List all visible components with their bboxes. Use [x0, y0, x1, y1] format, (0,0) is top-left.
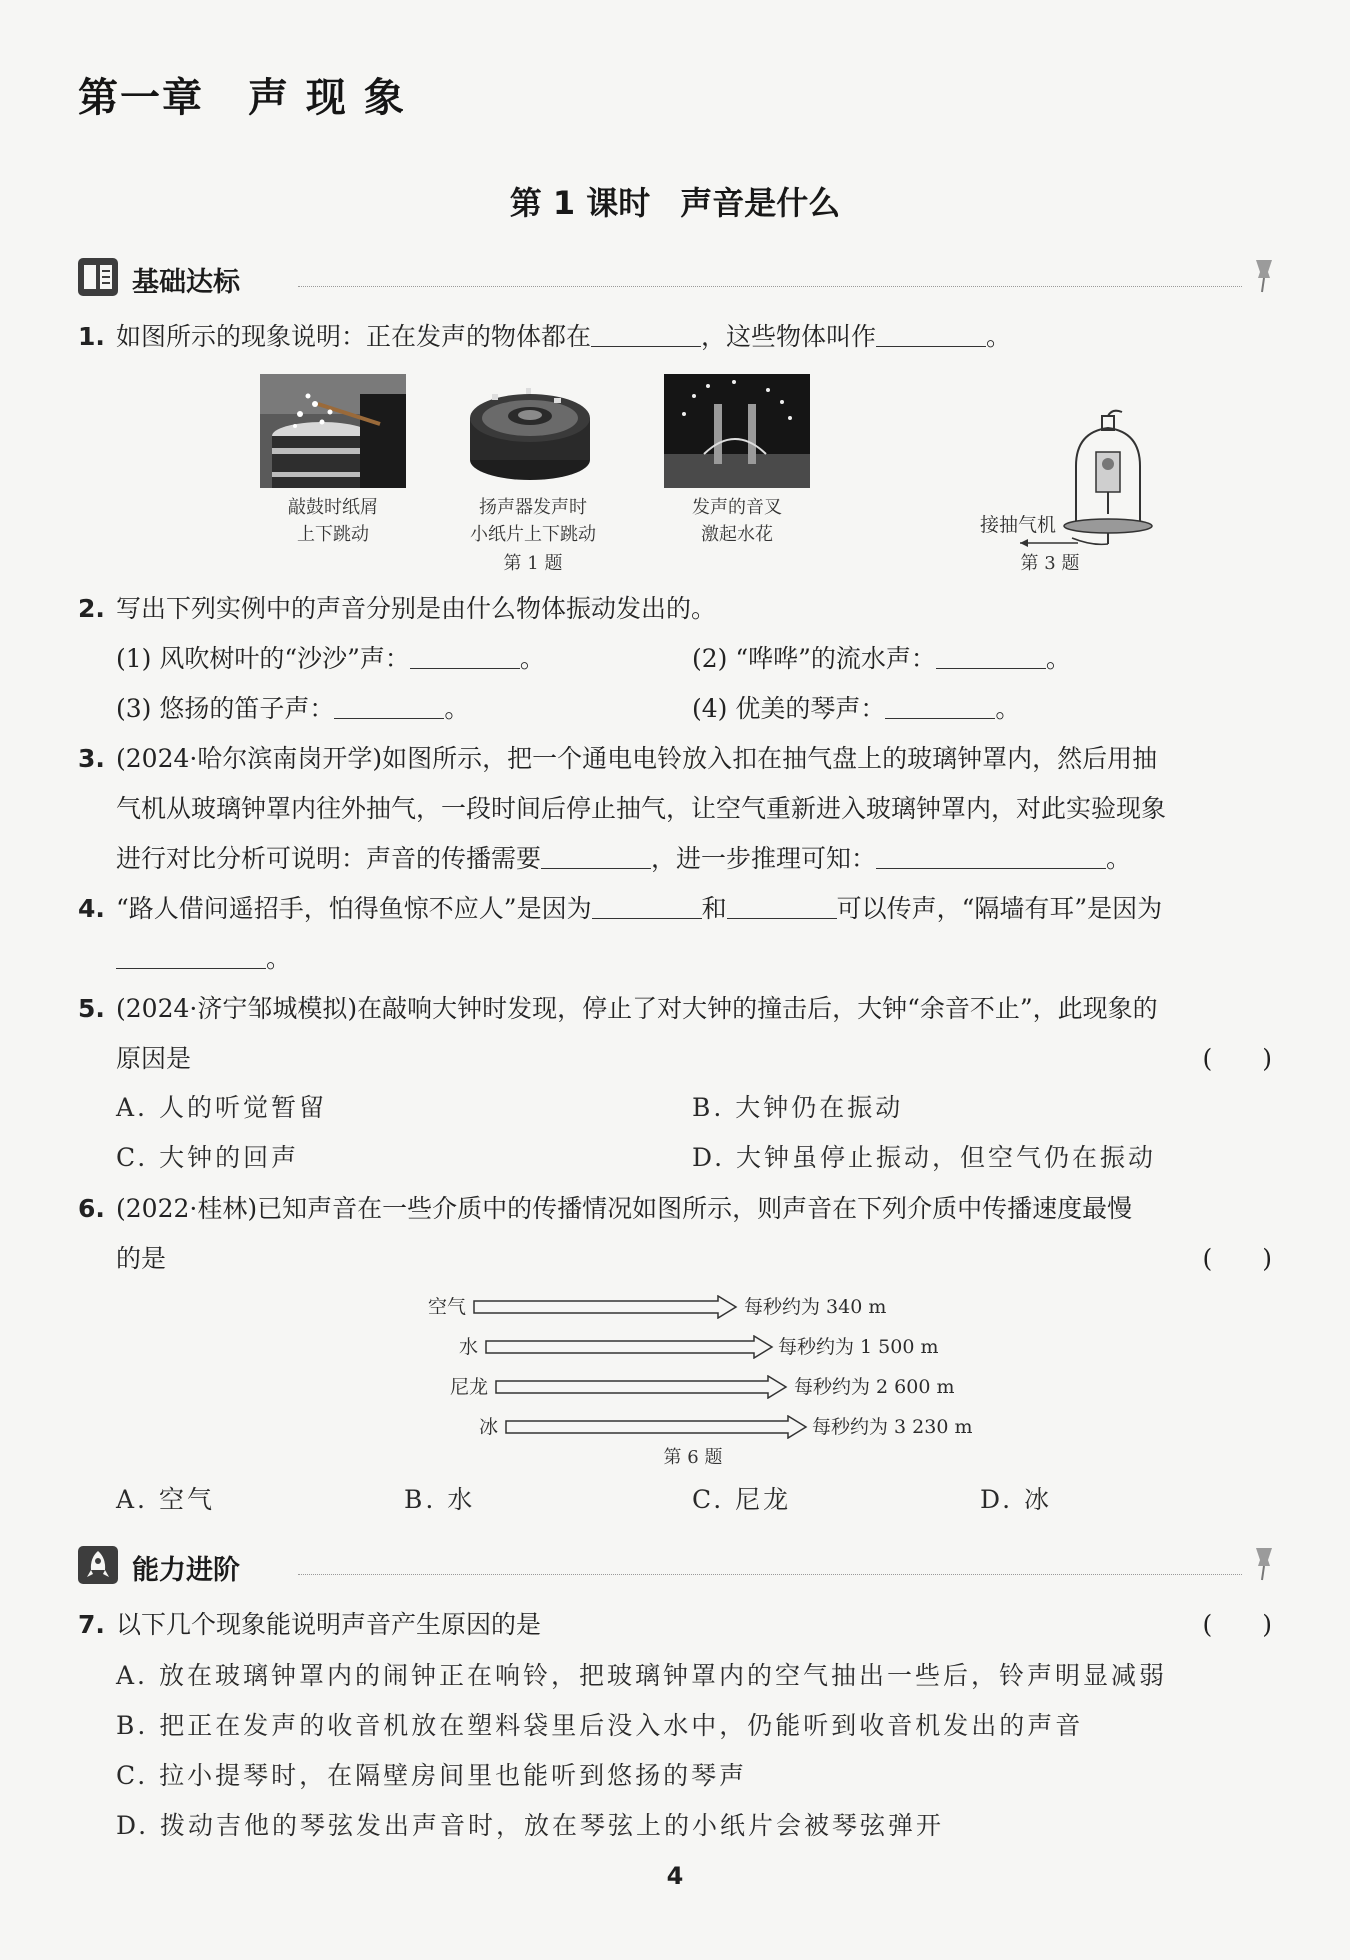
bell-jar-diagram: [1052, 408, 1164, 548]
question-1: 1. 如图所示的现象说明：正在发声的物体都在 ，这些物体叫作 。: [78, 312, 1011, 362]
medium-label: 水: [458, 1336, 478, 1358]
speed-label: 每秒约为 340 m: [744, 1296, 887, 1318]
section-header-basic: [78, 256, 1278, 300]
answer-blank[interactable]: [410, 641, 520, 669]
answer-blank[interactable]: [592, 891, 702, 919]
speaker-photo: [462, 374, 598, 486]
question-3-line-3: 进行对比分析可说明：声音的传播需要 ，进一步推理可知： 。: [116, 834, 1131, 884]
section-divider: [298, 1574, 1242, 1575]
option-a[interactable]: A. 放在玻璃钟罩内的闹钟正在响铃，把玻璃钟罩内的空气抽出一些后，铃声明显减弱: [116, 1661, 1167, 1690]
option-a[interactable]: A. 人的听觉暂留: [116, 1093, 327, 1122]
option-b[interactable]: B. 大钟仍在振动: [692, 1093, 904, 1122]
figure-label: 第 6 题: [663, 1447, 723, 1468]
answer-parentheses[interactable]: ( ): [1202, 1044, 1272, 1073]
medium-label: 空气: [427, 1296, 466, 1318]
option-b[interactable]: B. 把正在发声的收音机放在塑料袋里后没入水中，仍能听到收音机发出的声音: [116, 1711, 1084, 1740]
question-3-line-2: 气机从玻璃钟罩内往外抽气，一段时间后停止抽气，让空气重新进入玻璃钟罩内，对此实验现象: [116, 794, 1167, 823]
page-number: 4: [666, 1862, 684, 1890]
answer-blank[interactable]: [885, 691, 995, 719]
pushpin-icon: [1250, 256, 1278, 296]
question-6: 6. (2022·桂林)已知声音在一些介质中的传播情况如图所示，则声音在下列介质中传播速度最慢: [78, 1194, 1133, 1223]
answer-parentheses[interactable]: ( ): [1202, 1610, 1272, 1639]
section-divider: [298, 286, 1242, 287]
question-2-sub-1: (1) 风吹树叶的“沙沙”声： 。: [116, 634, 545, 684]
speed-arrow-water: [484, 1335, 776, 1359]
option-d[interactable]: D. 大钟虽停止振动，但空气仍在振动: [692, 1143, 1157, 1172]
book-icon: [78, 258, 118, 296]
drum-photo: [260, 374, 406, 488]
question-2-sub-3: (3) 悠扬的笛子声： 。: [116, 684, 469, 734]
answer-blank[interactable]: [334, 691, 444, 719]
answer-blank[interactable]: [591, 319, 701, 347]
medium-label: 尼龙: [449, 1376, 488, 1398]
answer-blank[interactable]: [541, 841, 651, 869]
speed-label: 每秒约为 3 230 m: [812, 1416, 973, 1438]
speed-arrow-ice: [504, 1415, 810, 1439]
speed-arrow-air: [472, 1295, 740, 1319]
chapter-title: 第一章 声 现 象: [78, 75, 406, 121]
section-label: 能力进阶: [132, 1555, 240, 1586]
option-b[interactable]: B. 水: [404, 1485, 476, 1514]
answer-parentheses[interactable]: ( ): [1202, 1244, 1272, 1273]
answer-blank[interactable]: [936, 641, 1046, 669]
option-a[interactable]: A. 空气: [116, 1485, 215, 1514]
arrow-icon: [1016, 538, 1080, 548]
option-d[interactable]: D. 拨动吉他的琴弦发出声音时，放在琴弦上的小纸片会被琴弦弹开: [116, 1811, 945, 1840]
question-7: 7. 以下几个现象能说明声音产生原因的是: [78, 1610, 542, 1639]
speed-arrow-nylon: [494, 1375, 790, 1399]
question-3: 3. (2024·哈尔滨南岗开学)如图所示，把一个通电电铃放入扣在抽气盘上的玻璃钟罩内，然后用抽: [78, 744, 1158, 773]
answer-blank[interactable]: [876, 319, 986, 347]
question-4-line-2: 。: [116, 934, 291, 984]
option-c[interactable]: C. 大钟的回声: [116, 1143, 300, 1172]
question-6-line-2: 的是: [116, 1244, 167, 1273]
option-c[interactable]: C. 拉小提琴时，在隔壁房间里也能听到悠扬的琴声: [116, 1761, 748, 1790]
question-5: 5. (2024·济宁邹城模拟)在敲响大钟时发现，停止了对大钟的撞击后，大钟“余音不止”，此现象的: [78, 994, 1158, 1023]
question-5-line-2: 原因是: [116, 1044, 192, 1073]
figure-caption: 扬声器发声时 小纸片上下跳动: [470, 497, 596, 545]
medium-label: 冰: [478, 1416, 498, 1438]
figure-caption: 敲鼓时纸屑 上下跳动: [288, 497, 378, 545]
lesson-title: 第 1 课时 声音是什么: [509, 184, 841, 222]
figure-label: 第 1 题: [503, 553, 563, 574]
option-c[interactable]: C. 尼龙: [692, 1485, 792, 1514]
question-2-sub-4: (4) 优美的琴声： 。: [692, 684, 1020, 734]
answer-blank[interactable]: [116, 941, 266, 969]
section-label: 基础达标: [132, 267, 240, 298]
speed-label: 每秒约为 2 600 m: [794, 1376, 955, 1398]
answer-blank[interactable]: [727, 891, 837, 919]
pushpin-icon: [1250, 1544, 1278, 1584]
section-header-advanced: [78, 1544, 1278, 1588]
question-2-sub-2: (2) “哗哗”的流水声： 。: [692, 634, 1071, 684]
speed-label: 每秒约为 1 500 m: [778, 1336, 939, 1358]
figure-label: 第 3 题: [1020, 553, 1080, 574]
question-4: 4. “路人借问遥招手，怕得鱼惊不应人”是因为 和 可以传声，“隔墙有耳”是因为: [78, 884, 1162, 934]
pump-label: 接抽气机: [980, 514, 1057, 536]
answer-blank[interactable]: [876, 841, 1106, 869]
tuning-fork-photo: [664, 374, 810, 488]
option-d[interactable]: D. 冰: [980, 1485, 1053, 1514]
question-2: 2. 写出下列实例中的声音分别是由什么物体振动发出的。: [78, 594, 717, 623]
figure-caption: 发声的音叉 激起水花: [692, 497, 782, 545]
rocket-icon: [78, 1546, 118, 1584]
